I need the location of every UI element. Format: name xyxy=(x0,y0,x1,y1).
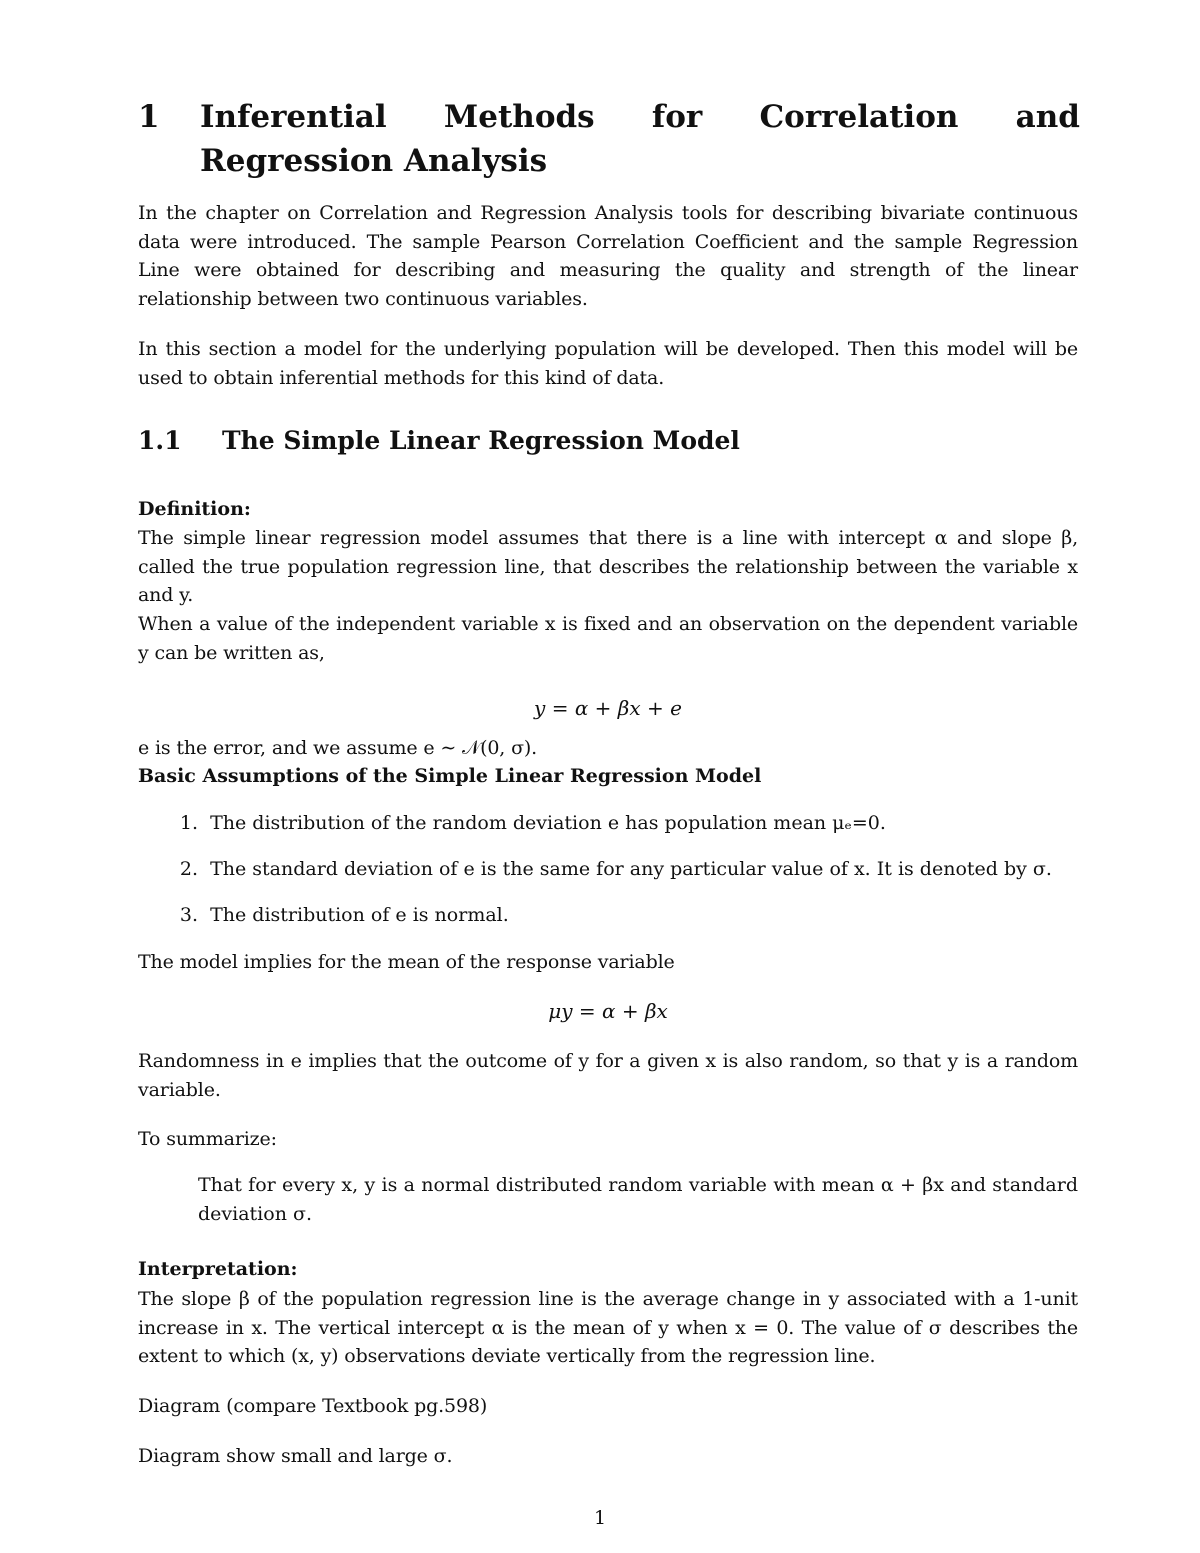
subsection-title: The Simple Linear Regression Model xyxy=(222,426,740,455)
assumption-number: 3. xyxy=(179,904,198,926)
assumption-item xyxy=(158,901,1078,929)
summary-lead: To summarize: xyxy=(138,1128,277,1150)
definition-text-2: When a value of the independent variable x is fixed and an observation on the dependent variable y can be written as, xyxy=(138,613,1078,664)
error-note: e is the error, and we assume e ∼ 𝒩(0, σ). xyxy=(138,737,538,759)
interpretation-heading: Interpretation: xyxy=(138,1258,298,1280)
diagram-note-2: Diagram show small and large σ. xyxy=(138,1445,453,1467)
section-title: Inferential Methods for Correlation and Regression Analysis xyxy=(200,99,1080,179)
assumption-text: The standard deviation of e is the same for any particular value of x. It is denoted by σ. xyxy=(210,858,1052,880)
mean-model-intro: The model implies for the mean of the response variable xyxy=(138,951,675,973)
intro-paragraph-2: In this section a model for the underlying population will be developed. Then this model will be used to obtain inferential methods for this kind of data. xyxy=(138,338,1078,389)
assumption-text: The distribution of the random deviation e has population mean μₑ=0. xyxy=(210,812,886,834)
intro-paragraph-1: In the chapter on Correlation and Regression Analysis tools for describing bivariate continuous data were introduced. The sample Pearson Correlation Coefficient and the sample Regression Line were obtained for describing and measuring the quality and strength of the linear relationship between two continuous variables. xyxy=(138,202,1078,310)
definition-heading: Definition: xyxy=(138,498,251,520)
summary-quote: That for every x, y is a normal distributed random variable with mean α + βx and standard deviation σ. xyxy=(198,1174,1078,1225)
interpretation-text: The slope β of the population regression line is the average change in y associated with a 1-unit increase in x. The vertical intercept α is the mean of y when x = 0. The value of σ describes the extent to which (x, y) observations deviate vertically from the regression line. xyxy=(138,1288,1078,1368)
mean-equation: μy = α + βx xyxy=(548,999,668,1023)
assumption-item xyxy=(158,809,1078,837)
page-number: 1 xyxy=(593,1507,607,1529)
subsection-number: 1.1 xyxy=(138,426,182,455)
assumption-item xyxy=(158,855,1078,883)
assumptions-heading: Basic Assumptions of the Simple Linear Regression Model xyxy=(138,765,762,787)
assumption-number: 1. xyxy=(179,812,198,834)
randomness-paragraph: Randomness in e implies that the outcome of y for a given x is also random, so that y is a random variable. xyxy=(138,1050,1078,1101)
assumption-text: The distribution of e is normal. xyxy=(210,904,509,926)
assumption-number: 2. xyxy=(179,858,198,880)
regression-equation: y = α + βx + e xyxy=(534,696,682,720)
section-number: 1 xyxy=(138,99,160,135)
definition-text: The simple linear regression model assumes that there is a line with intercept α and slope β, called the true population regression line, that describes the relationship between the variable x and y. xyxy=(138,527,1078,607)
diagram-note-1: Diagram (compare Textbook pg.598) xyxy=(138,1395,488,1417)
